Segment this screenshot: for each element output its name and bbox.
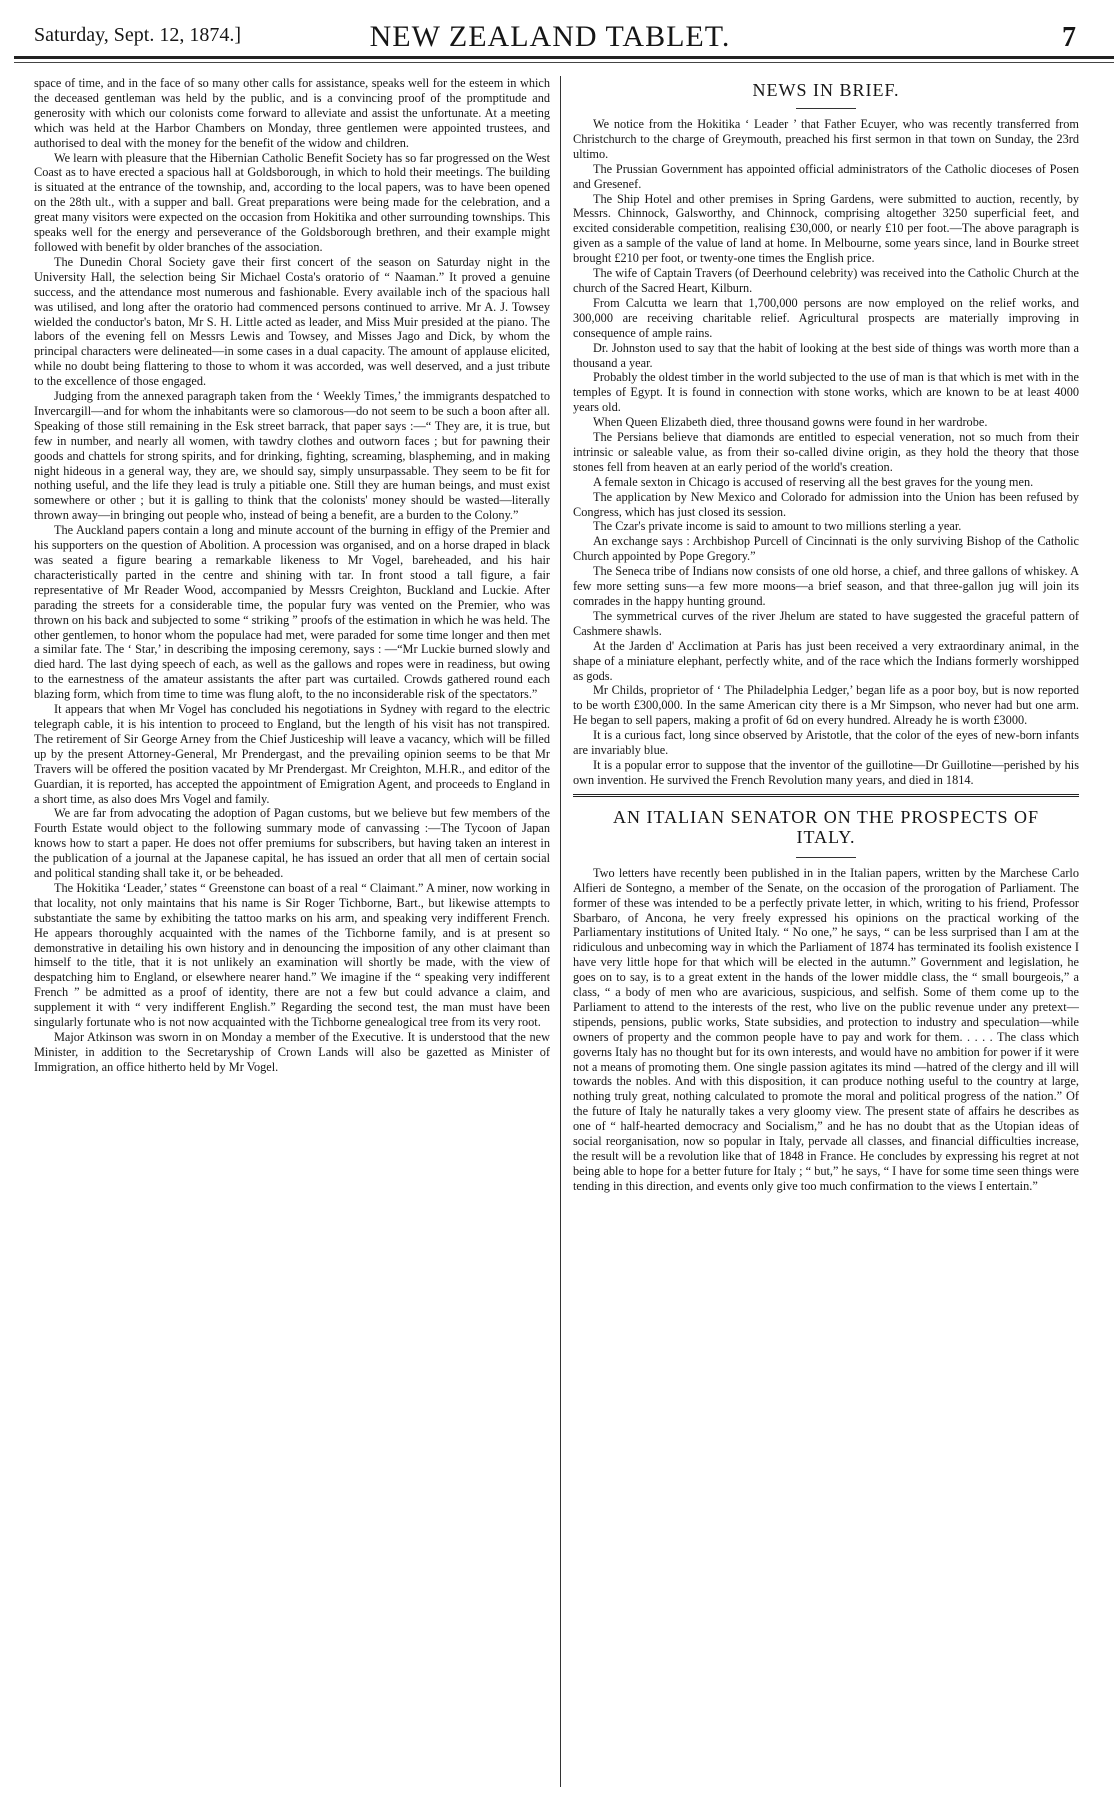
columns (34, 76, 1080, 1787)
news-item: At the Jarden d' Acclimation at Paris has just been received a very extraordinary animal, in the shape of a miniature elephant, perfectly white, and of the race which the Indians formerly worshipped as gods. (573, 638, 1079, 683)
news-item: Probably the oldest timber in the world subjected to the use of man is that which is met with in the temples of Egypt. It is found in connection with stone works, which are known to be at least 4000 years old. (573, 370, 1079, 415)
news-item: Mr Childs, proprietor of ‘ The Philadelphia Ledger,’ began life as a poor boy, but is now reported to be worth £300,000. In the same American city there is a Mr Simpson, who never had but one arm. He began to sell papers, making a profit of 6d on every hundred. Already he is worth £3000. (573, 683, 1079, 728)
article-paragraph: The Dunedin Choral Society gave their first concert of the season on Saturday night in the University Hall, the selection being Sir Michael Costa's oratorio of “ Naaman.” It proved a genuine success, and the attendance most numerous and fashionable. Every available inch of the spacious hall was utilised, and long after the oratorio had commenced persons continued to arrive. Mr A. J. Towsey wielded the conductor's baton, Mr S. H. Little acted as leader, and Miss Muir presided at the piano. The labors of the evening fell on Messrs Lewis and Towsey, and Misses Jago and Dick, by whom the principal characters were delineated—in some cases in a dual capacity. The amount of applause elicited, while no doubt being flattering to those to whom it was accorded, was well deserved, and a just tribute to the excellence of those engaged. (34, 254, 550, 389)
article-paragraph: It appears that when Mr Vogel has concluded his negotiations in Sydney with regard to the electric telegraph cable, it is his intention to proceed to England, but the length of his visit has not transpired. The retirement of Sir George Arney from the Chief Justiceship will leave a vacancy, which will be filled up by the present Attorney-General, Mr Prendergast, and the prevailing opinion seems to be that Mr Travers will be offered the position vacated by Mr Prendergast. Mr Creighton, M.H.R., and editor of the Guardian, it is reported, has accepted the appointment of Emigration Agent, and proceeds to England in a short time, as also does Mrs Vogel and family. (34, 702, 550, 806)
news-item: The Seneca tribe of Indians now consists of one old horse, a chief, and three gallons of whiskey. A few more setting suns—a few more moons—a brief season, and that three-gallon jug will join its comrades in the happy hunting ground. (573, 564, 1079, 608)
news-item: Dr. Johnston used to say that the habit of looking at the best side of things was worth more than a thousand a year. (573, 340, 1079, 370)
article-paragraph: Judging from the annexed paragraph taken from the ‘ Weekly Times,’ the immigrants despatched to Invercargill—and for whom the inhabitants were so clamorous—do not seem to be such a boon after all. Speaking of those still remaining in the Esk street barrack, that paper says :—“ They are, it is true, but few in number, and nearly all women, with tawdry clothes and outworn faces ; but for pawning their goods and chattels for strong spirits, and for drinking, fighting, screaming, blaspheming, and in making night hideous in a general way, they are, we should say, simply unsurpassable. They seem to be fit for nothing useful, and the life they lead is truly a pitiable one. Still they are human beings, and must exist somewhere or other ; but it is galling to think that the colonists' money should be wasted—literally thrown away—in bringing out people who, instead of being a benefit, are a burden to the Colony.” (34, 389, 550, 523)
heading-rule (796, 108, 856, 109)
news-item: When Queen Elizabeth died, three thousand gowns were found in her wardrobe. (593, 415, 988, 430)
article-paragraph: The Auckland papers contain a long and minute account of the burning in effigy of the Premier and his supporters on the question of Abolition. A procession was organised, and on a horse draped in black was seated a figure bearing a remarkable likeness to Mr Vogel, bareheaded, and his hair characteristically parted in the centre and shining with tar. In front stood a tall figure, a fair representative of Mr Reader Wood, accompanied by Messrs Creighton, Buckland and Luckie. After parading the streets for a considerable time, the popular fury was vented on the Premier, who was thrown on his back and subjected to some “ striking ” proofs of the estimation in which he was held. The other gentlemen, to honor whom the populace had met, were paraded for some time longer and then met a similar fate. The ‘ Star,’ in describing the imposing ceremony, says : —“Mr Luckie burned slowly and died hard. The last dying speech of each, as well as the gallows and ropes were in readiness, but owing to the earnestness of the amateur assistants the after part was curtailed. Crowds gathered round each blazing form, which from time to time was flung aloft, to the no inconsiderable risk of the spectators.” (34, 523, 550, 702)
article-paragraph: The Hokitika ‘Leader,’ states “ Greenstone can boast of a real “ Claimant.” A miner, now working in that locality, not only maintains that his name is Sir Roger Tichborne, Bart., but likewise attempts to substantiate the same by exhibiting the tattoo marks on his arm, and speaking very indifferent French. He appears thoroughly acquainted with the names of the Tichborne family, and is at present so demonstrative in detailing his own history and in denouncing the imposition of any other claimant than himself to the title, that it is not unlikely an examination will shortly be made, with the view of despatching him to England, or elsewhere nearer hand.” We imagine if the “ speaking very indifferent French ” be admitted as a proof of identity, there are not a few but could advance a claim, and supplement it with “ very indifferent English.” Regarding the second test, the man must have been singularly fortunate who is not now acquainted with the Tichborne genealogical tree from its very root. (34, 880, 550, 1030)
news-item: The Ship Hotel and other premises in Spring Gardens, were submitted to auction, recently, by Messrs. Chinnock, Galsworthy, and Chinnock, comprising altogether 3250 superficial feet, and excited considerable competition, realising £30,000, or nearly £10 per foot.—The above paragraph is given as a sample of the value of land at home. In Melbourne, some years since, land in Bourke street brought £210 per foot, or twenty-one times the English price. (573, 191, 1079, 266)
masthead (20, 0, 1080, 56)
news-item: The wife of Captain Travers (of Deerhound celebrity) was received into the Catholic Church at the church of the Sacred Heart, Kilburn. (573, 266, 1079, 295)
left-column (34, 76, 560, 1787)
article-paragraph: space of time, and in the face of so many other calls for assistance, speaks well for the esteem in which the deceased gentleman was held by the public, and is a convincing proof of the promptitude and generosity with which our colonists come forward to alleviate and assist the unfortunate. At a meeting which was held at the Harbor Chambers on Monday, three gentlemen were appointed trustees, and authorised to deal with the money for the benefit of the widow and children. (34, 76, 550, 150)
article-paragraph: We learn with pleasure that the Hibernian Catholic Benefit Society has so far progressed on the West Coast as to have erected a spacious hall at Goldsborough, in which to hold their meetings. The building is situated at the entrance of the township, and, according to the local papers, was to have been opened on the 28th ult., with a supper and ball. Great preparations were being made for the celebration, and a great many visitors were expected on the occasion from Hokitika and other surrounding townships. This speaks well for the energy and perseverance of the Goldsborough brethren, and their example might followed with benefit by older branches of the association. (34, 150, 550, 254)
article-paragraph: We are far from advocating the adoption of Pagan customs, but we believe but few members of the Fourth Estate would object to the following summary mode of canvassing :—The Tycoon of Japan knows how to start a paper. He does not offer premiums for subscribers, but having taken an interest in the publication of a journal at the Japanese capital, he has issued an order that all men of certain social and political standing shall take it, or be beheaded. (34, 806, 550, 881)
news-item: An exchange says : Archbishop Purcell of Cincinnati is the only surviving Bishop of the Catholic Church appointed by Pope Gregory.” (573, 534, 1079, 564)
masthead-rule (14, 56, 1114, 59)
section-rule (573, 794, 1079, 797)
article-paragraph: Two letters have recently been published in in the Italian papers, written by the Marchese Carlo Alfieri de Sontegno, a member of the Senate, on the occasion of the prorogation of Parliament. The former of these was intended to be a perfectly private letter, in which, writing to his friend, Professor Sbarbaro, of Ancona, he very freely expressed his opinions on the practical working of the Parliamentary institutions of United Italy. “ No one,” he says, “ can be less surprised than I am at the ridiculous and unbecoming way in which the Parliament of 1874 has terminated its foolish existence I have very little hope for that which will be elected in the autumn.” Government and legislation, he goes on to say, is to a great extent in the hands of the lower middle class, the “ small bourgeois,” a class, “ a body of men who are avaricious, suspicious, and selfish. Some of them come up to the Parliament to attend to the interests of the rest, who live on the public revenue under any pretext—stipends, pensions, public works, State subsidies, and protection to industry and speculation—while owners of property and the common people have to pay and work for them. . . . . The class which governs Italy has no thought but for its own interests, and would have no ambition for power if it were not a means of promoting them. One single passion agitates its mind —hatred of the clergy and ill will towards the nobles. And with this disposition, it can produce nothing useful to the country at large, nothing truly great, nothing calculated to promote the moral and political progress of the nation.” Of the future of Italy he naturally takes a very gloomy view. The present state of affairs he describes as one of “ half-hearted democracy and Socialism,” and he has no doubt that as the Utopian ideas of social reorganisation, now so popular in Italy, pervade all classes, and financial difficulties increase, the result will be a revolution like that of 1848 in France. He concludes by expressing his regret at not being able to hope for a better future for Italy ; “ but,” he says, “ I have for some time seen things were tending in this direction, and events only give too much confirmation to the views I entertain.” (573, 865, 1079, 1193)
heading-rule (796, 857, 856, 858)
news-item: The Persians believe that diamonds are entitled to especial veneration, not so much from their intrinsic or saleable value, as from their so-called divine origin, as they hold the theory that those stones fell from heaven at an early period of the world's creation. (573, 430, 1079, 474)
news-item: A female sexton in Chicago is accused of reserving all the best graves for the young men. (593, 474, 1034, 489)
news-item: It is a popular error to suppose that the inventor of the guillotine—Dr Guillotine—perished by his own invention. He survived the French Revolution many years, and died in 1814. (573, 757, 1079, 787)
issue-date: Saturday, Sept. 12, 1874.] (34, 24, 242, 46)
article-paragraph: Major Atkinson was sworn in on Monday a member of the Executive. It is understood that the new Minister, in addition to the Secretaryship of Crown Lands will also be gazetted as Minister of Immigration, an office hitherto held by Mr Vogel. (34, 1030, 550, 1074)
news-item: It is a curious fact, long since observed by Aristotle, that the color of the eyes of new-born infants are invariably blue. (573, 728, 1079, 758)
newspaper-title: NEW ZEALAND TABLET. (369, 20, 731, 53)
news-item: The Czar's private income is said to amount to two millions sterling a year. (593, 519, 962, 534)
right-column (561, 76, 1079, 1787)
news-item: The application by New Mexico and Colorado for admission into the Union has been refused by Congress, which has just closed its session. (573, 489, 1079, 519)
news-item: We notice from the Hokitika ‘ Leader ’ that Father Ecuyer, who was recently transferred from Christchurch to the charge of Greymouth, preached his first sermon in that town on Sunday, the 23rd ultimo. (573, 117, 1079, 161)
news-item: The symmetrical curves of the river Jhelum are stated to have suggested the graceful pattern of Cashmere shawls. (573, 608, 1079, 638)
italian-senator-heading: AN ITALIAN SENATOR ON THE PROSPECTS OF ITALY. (613, 806, 1039, 847)
news-in-brief-heading: NEWS IN BRIEF. (752, 80, 900, 100)
page-number: 7 (1062, 22, 1076, 53)
masthead-rule-thin (14, 62, 1114, 63)
news-item: From Calcutta we learn that 1,700,000 persons are now employed on the relief works, and 300,000 are receiving charitable relief. Agricultural prospects are materially improving in consequence of ample rains. (573, 295, 1079, 340)
news-item: The Prussian Government has appointed official administrators of the Catholic dioceses of Posen and Gresenef. (573, 161, 1079, 191)
